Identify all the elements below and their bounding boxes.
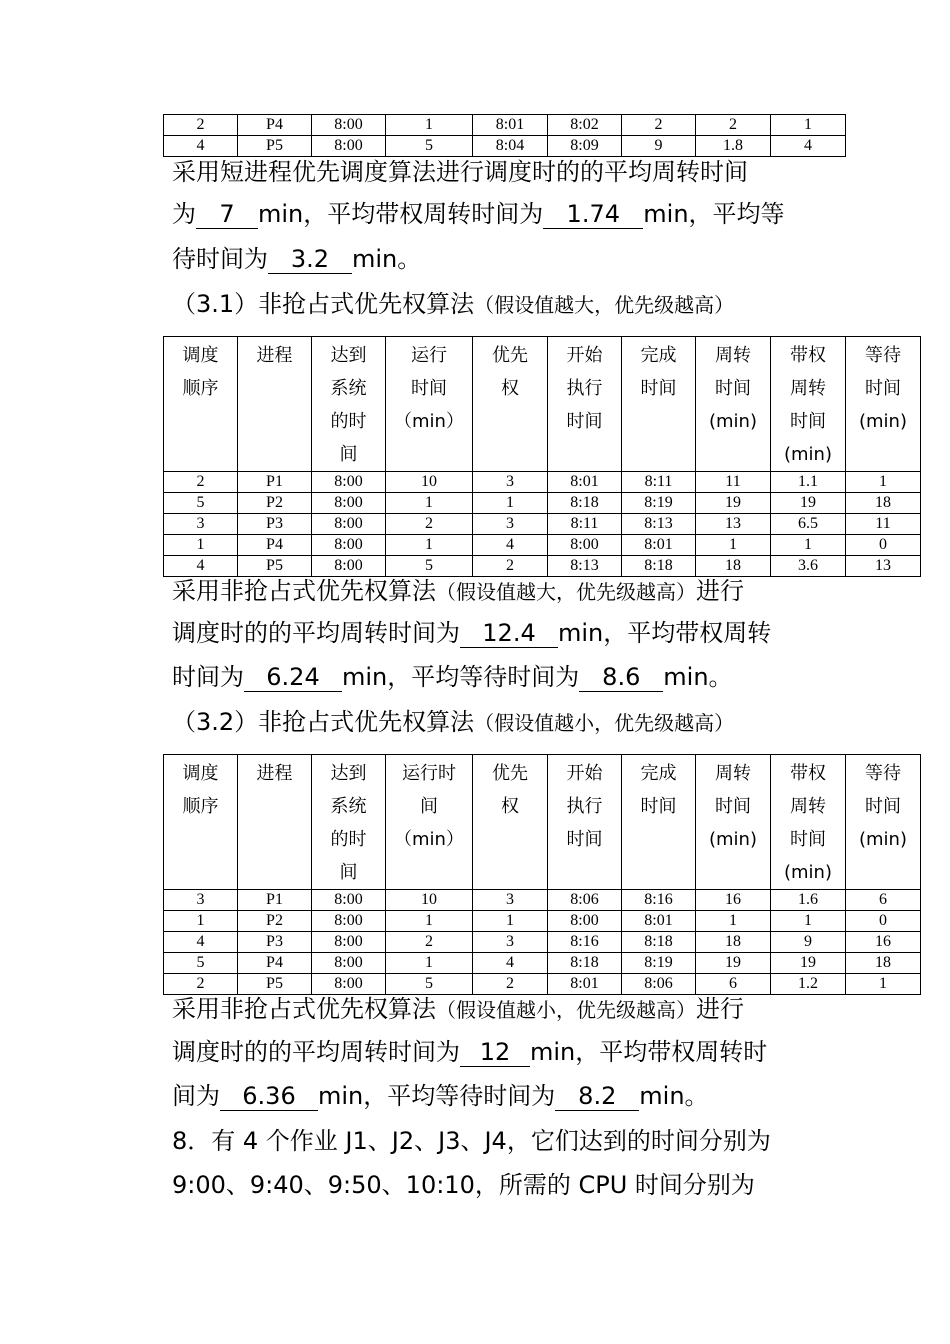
table-cell: P2 — [238, 911, 312, 932]
table-cell: 2 — [164, 115, 238, 136]
table-cell: 1 — [473, 493, 548, 514]
column-header: 优先 权 — [473, 755, 548, 890]
table-cell: P5 — [238, 556, 312, 577]
table-cell: 8:18 — [548, 953, 622, 974]
table-cell: 5 — [386, 556, 473, 577]
table-cell: 3 — [473, 514, 548, 535]
table-cell: 8:00 — [312, 514, 386, 535]
table-cell: 4 — [771, 136, 846, 157]
table-cell: 8:00 — [312, 932, 386, 953]
table-cell: 8:00 — [312, 556, 386, 577]
table-cell: 1 — [771, 911, 846, 932]
table-cell: 10 — [386, 472, 473, 493]
table-cell: 5 — [164, 493, 238, 514]
table-cell: 3 — [164, 514, 238, 535]
table-cell: 2 — [164, 472, 238, 493]
table-cell: 19 — [696, 493, 771, 514]
paragraph-sjf-line1: 采用短进程优先调度算法进行调度时的的平均周转时间 — [172, 158, 748, 186]
table-cell: 3.6 — [771, 556, 846, 577]
paragraph-priority-low-line2: 调度时的的平均周转时间为 12 min，平均带权周转时 — [172, 1038, 768, 1066]
table-cell: 1 — [386, 911, 473, 932]
table-row — [164, 472, 921, 493]
paragraph-sjf-line2: 为 7 min，平均带权周转时间为 1.74 min，平均等 — [172, 200, 785, 228]
column-header: 运行 时间 （min） — [386, 337, 473, 472]
table-cell: 10 — [386, 890, 473, 911]
table-cell: 18 — [696, 932, 771, 953]
table-cell: 5 — [386, 974, 473, 995]
table-cell: 1 — [846, 472, 921, 493]
heading-3-2: （3.2）非抢占式优先权算法（假设值越小，优先级越高） — [172, 708, 735, 736]
column-header: 进程 — [238, 755, 312, 890]
table-cell: 8:00 — [548, 911, 622, 932]
table-cell: 1.6 — [771, 890, 846, 911]
column-header: 开始 执行 时间 — [548, 337, 622, 472]
table-cell: 8:16 — [548, 932, 622, 953]
column-header: 进程 — [238, 337, 312, 472]
table-cell: P3 — [238, 514, 312, 535]
table-header-row — [164, 755, 921, 890]
table-cell: 1 — [696, 535, 771, 556]
table-cell: 8:06 — [622, 974, 696, 995]
table-cell: P4 — [238, 535, 312, 556]
table-cell: 8:01 — [548, 472, 622, 493]
table-cell: 1 — [771, 535, 846, 556]
column-header: 等待 时间 (min) — [846, 755, 921, 890]
table-cell: 8:00 — [312, 953, 386, 974]
table-cell: 8:16 — [622, 890, 696, 911]
table-cell: 2 — [696, 115, 771, 136]
paragraph-priority-high-line1: 采用非抢占式优先权算法（假设值越大，优先级越高）进行 — [172, 577, 744, 605]
table-cell: 2 — [473, 556, 548, 577]
table-cell: 8:01 — [622, 911, 696, 932]
paragraph-priority-low-line3: 间为 6.36 min，平均等待时间为 8.2 min。 — [172, 1082, 709, 1110]
column-header: 调度 顺序 — [164, 755, 238, 890]
table-cell: 18 — [846, 493, 921, 514]
table-cell: 8:00 — [312, 115, 386, 136]
table-cell: 3 — [473, 472, 548, 493]
table-cell: 1.2 — [771, 974, 846, 995]
column-header: 达到 系统 的时 间 — [312, 337, 386, 472]
table-cell: 2 — [164, 974, 238, 995]
table-cell: 8:01 — [473, 115, 548, 136]
table-cell: 8:18 — [622, 556, 696, 577]
table-cell: P4 — [238, 115, 312, 136]
column-header: 带权 周转 时间 (min) — [771, 337, 846, 472]
table-cell: 8:13 — [622, 514, 696, 535]
table-cell: 9 — [622, 136, 696, 157]
heading-3-1: （3.1）非抢占式优先权算法（假设值越大，优先级越高） — [172, 290, 735, 318]
column-header: 周转 时间 (min) — [696, 337, 771, 472]
table-cell: 4 — [473, 953, 548, 974]
table-cell: 8:00 — [312, 890, 386, 911]
table-cell: 1 — [473, 911, 548, 932]
table-cell: 4 — [164, 136, 238, 157]
paragraph-priority-high-line3: 时间为 6.24 min，平均等待时间为 8.6 min。 — [172, 663, 733, 691]
table-cell: P1 — [238, 890, 312, 911]
avg-wait-value: 3.2 — [268, 245, 352, 274]
table-cell: 1 — [164, 535, 238, 556]
paragraph-sjf-line3: 待时间为 3.2 min。 — [172, 245, 422, 273]
table-cell: 4 — [164, 932, 238, 953]
table-row — [164, 911, 921, 932]
avg-weighted-turnaround-value: 1.74 — [543, 200, 643, 229]
table-cell: 1.8 — [696, 136, 771, 157]
column-header: 完成 时间 — [622, 337, 696, 472]
table-cell: 8:06 — [548, 890, 622, 911]
column-header: 优先 权 — [473, 337, 548, 472]
table-cell: 19 — [771, 493, 846, 514]
table-cell: 8:19 — [622, 953, 696, 974]
table-cell: 8:13 — [548, 556, 622, 577]
table-row — [164, 890, 921, 911]
column-header: 周转 时间 (min) — [696, 755, 771, 890]
table-cell: 6 — [696, 974, 771, 995]
column-header: 运行时 间 （min） — [386, 755, 473, 890]
table-cell: 13 — [846, 556, 921, 577]
table-cell: 1 — [164, 911, 238, 932]
table-cell: 8:18 — [622, 932, 696, 953]
table-cell: 1 — [386, 953, 473, 974]
table-cell: 0 — [846, 535, 921, 556]
table-cell: 8:09 — [548, 136, 622, 157]
table-cell: 1 — [386, 535, 473, 556]
table-cell: 1 — [696, 911, 771, 932]
table-cell: 1 — [771, 115, 846, 136]
table-priority-high — [163, 336, 921, 577]
table-cell: 6 — [846, 890, 921, 911]
table-cell: 1 — [846, 974, 921, 995]
avg-weighted-turnaround-value: 6.24 — [244, 663, 342, 692]
table-cell: P2 — [238, 493, 312, 514]
table-cell: 11 — [696, 472, 771, 493]
table-cell: 8:00 — [312, 493, 386, 514]
column-header: 开始 执行 时间 — [548, 755, 622, 890]
table-cell: 18 — [846, 953, 921, 974]
table-cell: 9 — [771, 932, 846, 953]
table-cell: 8:19 — [622, 493, 696, 514]
table-cell: 18 — [696, 556, 771, 577]
table-cell: P1 — [238, 472, 312, 493]
avg-turnaround-value: 7 — [196, 200, 258, 229]
table-row — [164, 953, 921, 974]
table-row — [164, 136, 846, 157]
table-priority-low — [163, 754, 921, 995]
table-cell: P5 — [238, 136, 312, 157]
question-8-line2: 9:00、9:40、9:50、10:10，所需的 CPU 时间分别为 — [172, 1171, 755, 1199]
avg-wait-value: 8.2 — [555, 1082, 639, 1111]
table-row — [164, 514, 921, 535]
column-header: 完成 时间 — [622, 755, 696, 890]
column-header: 达到 系统 的时 间 — [312, 755, 386, 890]
question-8-line1: 8．有 4 个作业 J1、J2、J3、J4，它们达到的时间分别为 — [172, 1127, 771, 1155]
paragraph-priority-low-line1: 采用非抢占式优先权算法（假设值越小，优先级越高）进行 — [172, 995, 744, 1023]
table-cell: 8:00 — [548, 535, 622, 556]
table-row — [164, 535, 921, 556]
table-cell: 4 — [164, 556, 238, 577]
table-cell: P4 — [238, 953, 312, 974]
table-cell: 8:00 — [312, 535, 386, 556]
column-header: 等待 时间 (min) — [846, 337, 921, 472]
table-cell: P3 — [238, 932, 312, 953]
table-cell: 8:18 — [548, 493, 622, 514]
table-cell: 8:00 — [312, 974, 386, 995]
column-header: 调度 顺序 — [164, 337, 238, 472]
table-cell: P5 — [238, 974, 312, 995]
table-cell: 4 — [473, 535, 548, 556]
table-cell: 3 — [473, 932, 548, 953]
table-cell: 8:01 — [548, 974, 622, 995]
table-cell: 11 — [846, 514, 921, 535]
table-cell: 2 — [622, 115, 696, 136]
table-cell: 2 — [386, 514, 473, 535]
table-cell: 19 — [771, 953, 846, 974]
paragraph-priority-high-line2: 调度时的的平均周转时间为 12.4 min，平均带权周转 — [172, 619, 772, 647]
avg-turnaround-value: 12 — [460, 1038, 530, 1067]
column-header: 带权 周转 时间 (min) — [771, 755, 846, 890]
table-cell: 6.5 — [771, 514, 846, 535]
table-cell: 0 — [846, 911, 921, 932]
table-row — [164, 115, 846, 136]
avg-weighted-turnaround-value: 6.36 — [220, 1082, 318, 1111]
table-row — [164, 493, 921, 514]
table-cell: 1 — [386, 115, 473, 136]
table-cell: 16 — [846, 932, 921, 953]
table-cell: 8:00 — [312, 911, 386, 932]
table-cell: 1.1 — [771, 472, 846, 493]
avg-wait-value: 8.6 — [579, 663, 663, 692]
table-cell: 8:11 — [622, 472, 696, 493]
table-cell: 16 — [696, 890, 771, 911]
table-header-row — [164, 337, 921, 472]
table-cell: 2 — [473, 974, 548, 995]
table-cell: 19 — [696, 953, 771, 974]
table-row — [164, 932, 921, 953]
table-cell: 8:04 — [473, 136, 548, 157]
table-cell: 8:01 — [622, 535, 696, 556]
table-cell: 2 — [386, 932, 473, 953]
table-cell: 5 — [164, 953, 238, 974]
table-cell: 1 — [386, 493, 473, 514]
table-cell: 13 — [696, 514, 771, 535]
table-cell: 8:00 — [312, 472, 386, 493]
table-cell: 8:02 — [548, 115, 622, 136]
table-cell: 8:11 — [548, 514, 622, 535]
table-continued — [163, 114, 846, 157]
avg-turnaround-value: 12.4 — [460, 619, 558, 648]
table-cell: 8:00 — [312, 136, 386, 157]
table-cell: 3 — [473, 890, 548, 911]
table-cell: 3 — [164, 890, 238, 911]
table-cell: 5 — [386, 136, 473, 157]
